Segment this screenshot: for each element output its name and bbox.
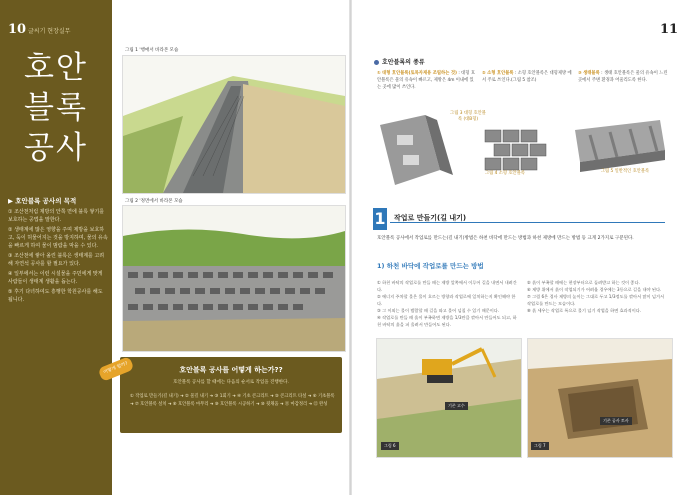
purpose-item: ② 생태계에 많은 영향을 주며 제방을 보호하고, 둑이 허물어지는 것을 방지하며, 물의 유속을 빠르게 하여 물이 범람을 막을 수 있다. bbox=[8, 227, 108, 249]
chapter-title-line: 공사 bbox=[24, 130, 88, 166]
figure-2-block-wall-illustration bbox=[122, 205, 346, 352]
figure-4-caption: 그림 4 소형 호안블록 bbox=[484, 171, 526, 176]
procedure-box bbox=[120, 357, 342, 433]
book-gutter bbox=[349, 0, 352, 495]
procedure-badge: 어떻게 할까? bbox=[98, 356, 135, 382]
subsection-heading: 1) 하천 바닥에 작업로를 만드는 방법 bbox=[377, 262, 484, 270]
purpose-item: ③ 조산천에 쌓아 올린 블록은 생태계를 고려해 자연석 공사를 할 필요가 있다. bbox=[8, 253, 105, 267]
figure-7-trench-illustration bbox=[527, 338, 673, 458]
figure-1-label: 그림 1 '행매서 바라본 모습 bbox=[125, 48, 179, 53]
figure-1-levee-illustration bbox=[122, 55, 346, 194]
procedure-title: 호안블록 공사를 어떻게 하는가?? bbox=[179, 366, 283, 374]
procedure-subtitle: 호안블록 공사를 할 때에는 다음의 순서로 작업을 진행한다. bbox=[173, 380, 289, 385]
block-types-illustration bbox=[375, 100, 670, 195]
right-page-number: 11 bbox=[660, 22, 679, 37]
type-2-text: ② 소형 호안블록 : 소형 호안블록은 대형제방 에서 주로 쓰인다.(그림 5 참조) bbox=[482, 71, 572, 83]
figure-6-tag: 그림 6 bbox=[381, 442, 399, 450]
type-1-text: ① 대형 호안블록(토목자재용 조립하는 것) : 대형 호안블록은 물의 유속이 빠르고, 제방은 4m 이내에 있는 곳에 많이 쓰인다. bbox=[377, 71, 475, 90]
section-description: 호안블록 공사에서 작업로를 만드는(길 내기)방법은 하천 바닥에 만드는 방법과 하천 제방에 만드는 방법 등 크게 2가지로 구분된다. bbox=[377, 236, 634, 241]
step-item: ⑧ 흙 세우는 작업로 폭으로 물기 넘기 작업을 하면 효과적이다. bbox=[527, 308, 642, 313]
purpose-section bbox=[8, 196, 108, 306]
step-item: ③ 그 이외는 물이 범람할 때 길을 따고 물어 넘칠 수 있기 때문이다. bbox=[377, 308, 500, 313]
figure-7-label: 기존 공사 토사 bbox=[600, 417, 632, 425]
figure-7-tag: 그림 7 bbox=[531, 442, 549, 450]
chapter-title bbox=[24, 48, 88, 168]
step-item: ⑦ 그림 6은 경사 제방의 높이는 그대로 두고 1/3정도를 깎아서 많이 넘겨서 작업로를 만드는 모습이다. bbox=[527, 294, 665, 306]
section-number: 1 bbox=[374, 209, 386, 228]
chapter-title-line: 블록 bbox=[24, 90, 88, 126]
purpose-item: ⑤ 후기 다녀하여도 흥행한 학원공사를 해도 됩니다. bbox=[8, 289, 103, 303]
figure-2-label: 그림 2 '정면에서 바라본 모습 bbox=[125, 199, 183, 204]
step-item: ⑥ 제방 위에서 흙이 작업되기가 어려울 경우에는 3등으로 길을 내야 된다. bbox=[527, 287, 662, 292]
step-item: ② 에너지 주차할 물은 물이 흐르는 방향과 작업로에 일치하는지 확인해야 한다. bbox=[377, 294, 516, 306]
text-column-right bbox=[527, 279, 669, 314]
step-item: ⑤ 흙이 부족할 때에는 현장부터으로 돌려받고 하는 것이 좋다. bbox=[527, 280, 640, 285]
section-rule bbox=[390, 222, 665, 223]
figure-6-label: 기존 고수 bbox=[445, 402, 468, 410]
step-item: ④ 작업로를 만들 때 흙이 부족하면 제방을 1/3만큼 깎아서 만들어도 되고, 하천 바닥의 흙을 퍼 올려서 만들어도 된다. bbox=[377, 315, 517, 327]
figure-5-caption: 그림 5 일반적인 호안블록 bbox=[600, 169, 650, 174]
purpose-item: ④ 일부에서는 이런 시설물을 주민에게 맞게 사람들이 생태계 생활을 돕는다. bbox=[8, 271, 103, 285]
purpose-heading: ▶ 호안블록 공사의 목적 bbox=[8, 197, 77, 205]
figure-6-excavator-illustration bbox=[376, 338, 522, 458]
figure-3-caption: 그림 3 대형 호안블록 (대B형) bbox=[450, 111, 486, 122]
purpose-item: ① 조산천처럼 제방의 안쪽 면에 블록 쌓기를 보호하는 공법을 말한다. bbox=[8, 209, 105, 223]
left-page-number: 10 bbox=[8, 22, 27, 37]
step-item: ① 하천 바닥의 작업로를 만들 때는 제방 앞쪽에서 이루어 길을 내면서 내려간다. bbox=[377, 280, 517, 292]
procedure-steps: ① 작업로 만들기(길 내기) ➜ ② 물길 내기 ➜ ③ 1회기 ➜ ④ 기초 콘크리트 ➜ ⑤ 콘크리트 타설 ➜ ⑥ 기초블록 ➜ ⑦ 호안블록 설치 ➜ ⑧ 호안블록 마무리 ➜ ⑨ 호안블록 시공하기 ➜ ⑩ 뒷채움 ➜ ⑪ 마감정리 ➜ ⑫ 완성 bbox=[130, 394, 335, 407]
type-3-text: ③ 생태블록 : 생태 호안블록은 물의 유속이 느린 곳에서 주변 환경과 어울리도록 한다. bbox=[578, 71, 668, 83]
types-heading: 호안블록의 종류 bbox=[374, 57, 425, 66]
section-title: 작업로 만들기(길 내기) bbox=[394, 214, 467, 222]
bullet-icon bbox=[374, 60, 379, 65]
running-head: 글씨기 현장실무 bbox=[28, 28, 71, 35]
chapter-title-line: 호안 bbox=[24, 50, 88, 86]
text-column-left bbox=[377, 279, 519, 328]
